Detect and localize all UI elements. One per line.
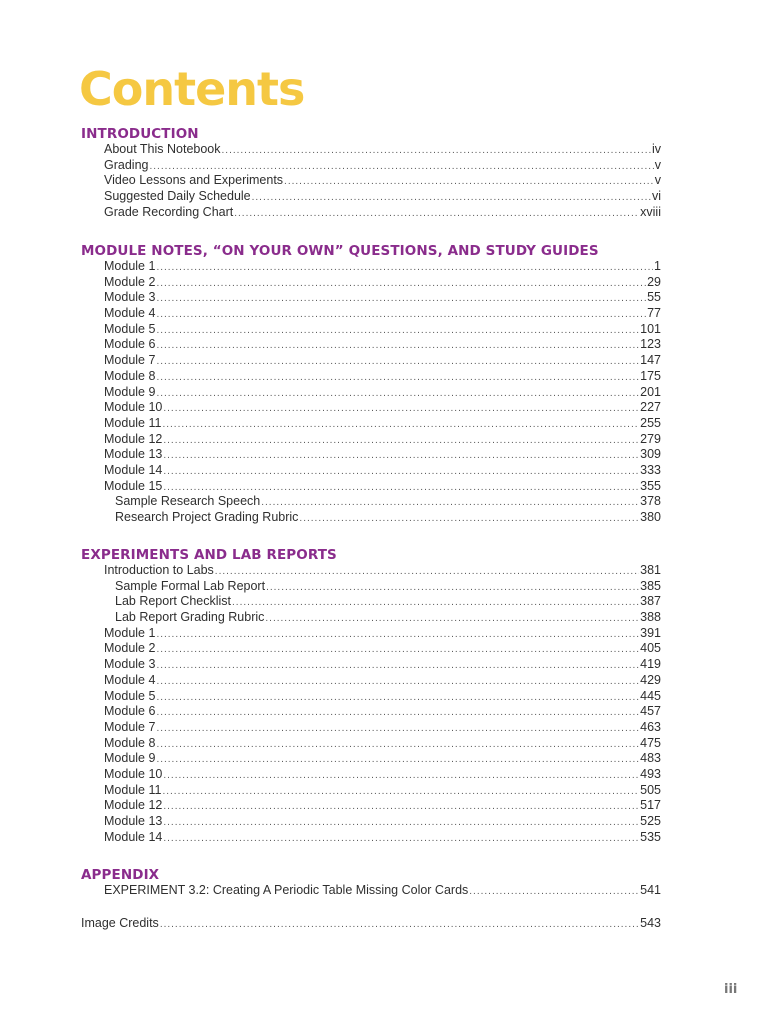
toc-entry-label: Module 8: [104, 368, 156, 383]
toc-entry[interactable]: [81, 306, 661, 322]
dot-leader: [156, 386, 639, 402]
dot-leader: [266, 580, 639, 596]
toc-entry-label: Introduction to Labs: [104, 563, 214, 577]
toc-entry[interactable]: [81, 579, 661, 595]
dot-leader: [156, 737, 639, 753]
toc-entry-label: Module 15: [104, 478, 163, 493]
toc-entry-page: 475: [640, 735, 661, 750]
dot-leader: [160, 917, 639, 933]
toc-entry-page: 29: [647, 274, 661, 289]
dot-leader: [156, 642, 639, 658]
toc-entry-page: 493: [640, 766, 661, 781]
dot-leader: [162, 417, 639, 433]
toc-entry-label: Module 1: [104, 259, 156, 273]
toc-entry[interactable]: [81, 275, 661, 291]
toc-entry[interactable]: [81, 798, 661, 814]
toc-entry-label: Module 4: [104, 306, 156, 321]
toc-entry-page: 419: [640, 657, 661, 672]
toc-entry-label: Module 3: [104, 657, 156, 672]
toc-entry-page: 405: [640, 641, 661, 656]
toc-section-appendix: [81, 867, 661, 899]
toc-entry[interactable]: [81, 510, 661, 526]
toc-entry-page: 55: [647, 290, 661, 305]
toc-section-module-notes: [81, 243, 661, 526]
toc-entry-label: Grading: [104, 157, 149, 172]
dot-leader: [252, 190, 651, 206]
toc-entry[interactable]: [81, 353, 661, 369]
dot-leader: [156, 658, 639, 674]
dot-leader: [232, 595, 639, 611]
toc-entry-page: 429: [640, 672, 661, 687]
toc-entry-label: Module 5: [104, 688, 156, 703]
toc-entry-page: 457: [640, 704, 661, 719]
toc-entry[interactable]: [81, 290, 661, 306]
toc-entry-label: Module 1: [104, 625, 156, 640]
dot-leader: [149, 159, 653, 175]
dot-leader: [469, 884, 639, 900]
toc-entry-label: Module 12: [104, 431, 163, 446]
dot-leader: [156, 276, 646, 292]
toc-entry[interactable]: [81, 594, 661, 610]
dot-leader: [163, 768, 639, 784]
toc-entry[interactable]: [81, 447, 661, 463]
dot-leader: [156, 260, 653, 276]
toc-entry-label: Module 10: [104, 766, 163, 781]
toc-entry[interactable]: [81, 673, 661, 689]
toc-entry-label: Module 9: [104, 751, 156, 766]
dot-leader: [163, 831, 639, 847]
toc-entry[interactable]: [81, 173, 661, 189]
toc-entry-page: 227: [640, 400, 661, 415]
dot-leader: [265, 611, 639, 627]
toc-entry-label: Module 6: [104, 337, 156, 352]
toc-entry-page: 123: [640, 337, 661, 352]
toc-entry-label: Grade Recording Chart: [104, 204, 234, 219]
dot-leader: [156, 323, 639, 339]
toc-entry[interactable]: [81, 494, 661, 510]
toc-section-experiments: [81, 547, 661, 845]
toc-entry-page: 505: [640, 782, 661, 797]
toc-entry-page: v: [654, 173, 661, 188]
dot-leader: [156, 721, 639, 737]
dot-leader: [222, 143, 651, 159]
dot-leader: [156, 291, 646, 307]
toc-entry-label: Module 2: [104, 641, 156, 656]
dot-leader: [156, 690, 639, 706]
toc-entry-page: 391: [640, 625, 661, 640]
dot-leader: [156, 752, 639, 768]
toc-entry[interactable]: [81, 322, 661, 338]
toc-entry-page: 381: [640, 563, 661, 577]
toc-entry[interactable]: [81, 189, 661, 205]
toc-entry[interactable]: [81, 205, 661, 221]
toc-entry-page: 309: [640, 447, 661, 462]
toc-entry-label: Module 13: [104, 814, 163, 828]
toc-entry[interactable]: [81, 751, 661, 767]
toc-entry-label: Module 5: [104, 321, 156, 336]
toc-entry-page: 333: [640, 462, 661, 477]
toc-entry[interactable]: [81, 767, 661, 783]
toc-entry-label: Sample Research Speech: [115, 494, 261, 509]
dot-leader: [162, 784, 639, 800]
dot-leader: [156, 370, 639, 386]
toc-entry-label: Suggested Daily Schedule: [104, 189, 251, 204]
dot-leader: [163, 799, 639, 815]
section-heading: INTRODUCTION: [81, 126, 199, 142]
toc-entry-label: Module 2: [104, 274, 156, 289]
toc-entry-page: 483: [640, 751, 661, 766]
toc-entry-label: Module 7: [104, 353, 156, 368]
toc-entry-page: 355: [640, 478, 661, 493]
toc-entry-page: 201: [640, 384, 661, 399]
toc-entry[interactable]: [81, 814, 661, 830]
toc-entry[interactable]: [81, 259, 661, 275]
toc-section-introduction: [81, 126, 661, 220]
toc-entry-page: 463: [640, 719, 661, 734]
section-heading: APPENDIX: [81, 867, 160, 883]
toc-entry-label: Module 11: [104, 782, 162, 797]
dot-leader: [163, 815, 639, 831]
toc-entry-label: Video Lessons and Experiments: [104, 173, 284, 188]
toc-entry[interactable]: [81, 416, 661, 432]
toc-entry[interactable]: [81, 479, 661, 495]
toc-entry[interactable]: [81, 830, 661, 846]
dot-leader: [215, 564, 639, 580]
toc-entry[interactable]: [81, 385, 661, 401]
toc-entry-label: Research Project Grading Rubric: [115, 510, 299, 524]
dot-leader: [163, 448, 639, 464]
toc-entry-page: 535: [640, 829, 661, 844]
toc-entry[interactable]: [81, 610, 661, 626]
toc-entry[interactable]: [81, 432, 661, 448]
toc-entry-page: 255: [640, 415, 661, 430]
toc-entry[interactable]: [81, 916, 661, 932]
toc-entry[interactable]: [81, 369, 661, 385]
toc-entry-label: Module 14: [104, 462, 163, 477]
toc-image-credits: [81, 916, 661, 932]
toc-entry-page: 1: [654, 259, 661, 273]
toc-entry-label: Module 6: [104, 704, 156, 719]
section-heading: MODULE NOTES, “ON YOUR OWN” QUESTIONS, AND STUDY GUIDES: [81, 243, 599, 259]
toc-entry-label: Lab Report Checklist: [115, 594, 232, 609]
toc-entry-label: Module 3: [104, 290, 156, 305]
dot-leader: [299, 511, 639, 527]
toc-entry[interactable]: [81, 337, 661, 353]
toc-entry[interactable]: [81, 158, 661, 174]
page-number: iii: [724, 982, 738, 997]
toc-entry-label: Module 9: [104, 384, 156, 399]
section-heading: EXPERIMENTS AND LAB REPORTS: [81, 547, 337, 563]
dot-leader: [234, 206, 639, 222]
toc-entry-page: 380: [640, 510, 661, 524]
page-title: Contents: [79, 62, 305, 116]
toc-entry-page: 388: [640, 610, 661, 625]
toc-entry-page: 385: [640, 578, 661, 593]
dot-leader: [261, 495, 639, 511]
toc-entry-label: EXPERIMENT 3.2: Creating A Periodic Table Missing Color Cards: [104, 883, 469, 897]
dot-leader: [156, 307, 646, 323]
toc-entry[interactable]: [81, 563, 661, 579]
toc-entry-label: Image Credits: [81, 916, 159, 930]
toc-entry[interactable]: [81, 704, 661, 720]
toc-entry-label: Module 13: [104, 447, 163, 462]
dot-leader: [156, 338, 639, 354]
toc-entry-label: Sample Formal Lab Report: [115, 578, 266, 593]
dot-leader: [163, 480, 639, 496]
toc-entry-page: 101: [640, 321, 661, 336]
toc-entry-page: xviii: [640, 204, 661, 219]
toc-entry-page: 387: [640, 594, 661, 609]
toc-entry[interactable]: [81, 400, 661, 416]
dot-leader: [156, 354, 639, 370]
dot-leader: [163, 401, 639, 417]
toc-entry[interactable]: [81, 463, 661, 479]
toc-entry-page: 525: [640, 814, 661, 828]
toc-entry-label: Module 7: [104, 719, 156, 734]
toc-entry-page: 147: [640, 353, 661, 368]
dot-leader: [156, 627, 639, 643]
toc-entry-page: 517: [640, 798, 661, 813]
toc-entry-page: 279: [640, 431, 661, 446]
toc-entry-label: Module 14: [104, 829, 163, 844]
toc-entry[interactable]: [81, 720, 661, 736]
dot-leader: [284, 174, 654, 190]
toc-entry-label: Module 4: [104, 672, 156, 687]
toc-entry[interactable]: [81, 883, 661, 899]
toc-entry[interactable]: [81, 626, 661, 642]
dot-leader: [163, 433, 639, 449]
toc-entry-page: 445: [640, 688, 661, 703]
toc-entry-label: Module 8: [104, 735, 156, 750]
toc-entry[interactable]: [81, 689, 661, 705]
toc-entry[interactable]: [81, 142, 661, 158]
dot-leader: [156, 705, 639, 721]
toc-entry-page: 378: [640, 494, 661, 509]
toc-entry-page: 543: [640, 916, 661, 930]
toc-entry[interactable]: [81, 736, 661, 752]
toc-entry[interactable]: [81, 657, 661, 673]
toc-entry[interactable]: [81, 783, 661, 799]
toc-entry-label: Module 11: [104, 415, 162, 430]
dot-leader: [156, 674, 639, 690]
toc-entry-label: Lab Report Grading Rubric: [115, 610, 265, 625]
toc-entry-page: iv: [651, 142, 661, 156]
toc-entry[interactable]: [81, 641, 661, 657]
toc-entry-page: v: [654, 157, 661, 172]
toc-entry-page: 175: [640, 368, 661, 383]
toc-entry-label: About This Notebook: [104, 142, 221, 156]
toc-entry-label: Module 10: [104, 400, 163, 415]
toc-entry-label: Module 12: [104, 798, 163, 813]
toc-entry-page: vi: [651, 189, 661, 204]
toc-entry-page: 77: [647, 306, 661, 321]
dot-leader: [163, 464, 639, 480]
toc-entry-page: 541: [640, 883, 661, 897]
